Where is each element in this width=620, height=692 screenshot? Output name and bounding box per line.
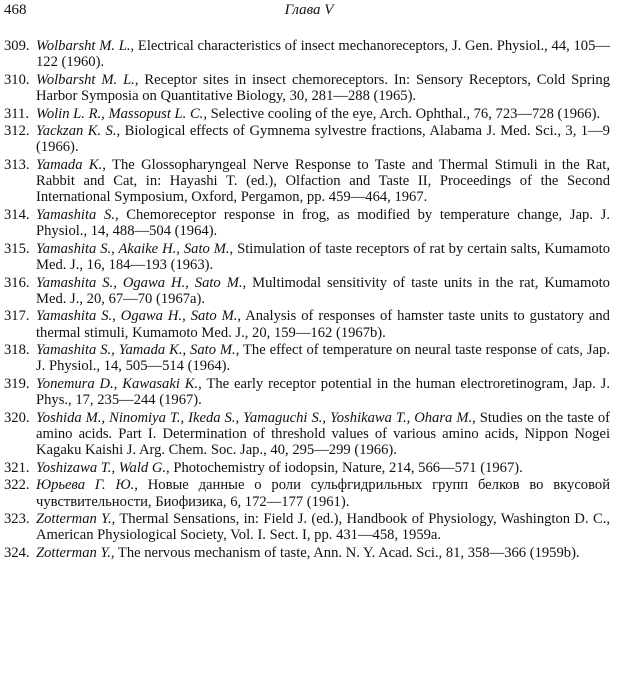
- reference-entry: [4, 308, 610, 340]
- page-number: 468: [4, 2, 27, 18]
- reference-text: , Analysis of responses of hamster taste units to gustatory and thermal stimuli, Kumamoto Med. J., 20, 159—162 (1967b).: [36, 308, 610, 341]
- reference-entry: [4, 157, 610, 206]
- reference-entry: [4, 342, 610, 374]
- reference-entry: [4, 477, 610, 509]
- reference-text: , Photochemistry of iodopsin, Nature, 214, 566—571 (1967).: [166, 459, 523, 476]
- reference-number: 313.: [4, 156, 30, 173]
- reference-number: 323.: [4, 511, 30, 528]
- reference-entry: [4, 241, 610, 273]
- reference-entry: [4, 545, 610, 561]
- reference-number: 317.: [4, 308, 30, 325]
- reference-number: 318.: [4, 342, 30, 359]
- reference-entry: [4, 72, 610, 104]
- reference-text: , Multimodal sensitivity of taste units in the rat, Kumamoto Med. J., 20, 67—70 (1967a).: [36, 274, 610, 307]
- reference-list: [4, 38, 610, 563]
- reference-text: , The early receptor potential in the human electroretinogram, Jap. J. Phys., 17, 235—244 (1967).: [36, 375, 610, 409]
- reference-text: , Receptor sites in insect chemoreceptors. In: Sensory Receptors, Cold Spring Harbor Symposia on Quantitative Biology, 30, 281—288 (1965).: [36, 71, 611, 104]
- reference-number: 314.: [4, 206, 30, 223]
- reference-entry: [4, 207, 610, 239]
- reference-authors: Yamashita S., Yamada K., Sato M.: [36, 342, 236, 359]
- reference-authors: Юрьева Г. Ю.: [36, 477, 135, 494]
- reference-authors: Yamashita S., Ogawa H., Sato M.: [36, 308, 238, 325]
- reference-number: 320.: [4, 409, 30, 426]
- reference-text: , The Glossopharyngeal Nerve Response to Taste and Thermal Stimuli in the Rat, Rabbit and Cat, in: Hayashi T. (ed.), Olfaction and Taste II, Proceedings of the Second International Symposium, Oxford, Pergamon, pp. 459—464, 1967.: [36, 156, 610, 206]
- reference-entry: [4, 123, 610, 155]
- reference-number: 309.: [4, 38, 30, 54]
- reference-authors: Zotterman Y.: [36, 544, 111, 561]
- reference-authors: Yackzan K. S.: [36, 123, 117, 140]
- reference-authors: Yoshizawa T., Wald G.: [36, 459, 167, 476]
- reference-entry: [4, 460, 610, 476]
- reference-authors: Yamashita S., Akaike H., Sato M.: [36, 240, 230, 257]
- reference-authors: Yamada K.: [36, 156, 103, 173]
- page-header: [4, 2, 614, 22]
- reference-entry: [4, 106, 610, 122]
- chapter-title: Глава V: [284, 2, 334, 18]
- reference-text: , The effect of temperature on neural taste response of cats, Jap. J. Physiol., 14, 505—514 (1964).: [36, 342, 610, 375]
- reference-authors: Yonemura D., Kawasaki K.: [36, 375, 199, 392]
- reference-entry: [4, 38, 610, 70]
- reference-entry: [4, 410, 610, 459]
- reference-text: , Новые данные о роли сульфгидрильных групп белков во вкусовой чувствительности, Биофизика, 6, 172—177 (1961).: [36, 477, 610, 510]
- reference-text: , Biological effects of Gymnema sylvestre fractions, Alabama J. Med. Sci., 3, 1—9 (1966).: [36, 123, 610, 156]
- reference-number: 315.: [4, 240, 30, 257]
- reference-text: , Electrical characteristics of insect mechanoreceptors, J. Gen. Physiol., 44, 105—122 (1960).: [36, 38, 610, 71]
- reference-entry: [4, 376, 610, 408]
- reference-authors: Yamashita S.: [36, 206, 115, 223]
- reference-authors: Zotterman Y.: [36, 511, 112, 528]
- reference-authors: Wolbarsht M. L.: [36, 38, 131, 54]
- reference-text: , Chemoreceptor response in frog, as modified by temperature change, Jap. J. Physiol., 14, 488—504 (1964).: [36, 206, 611, 240]
- reference-number: 312.: [4, 123, 30, 140]
- reference-number: 311.: [4, 105, 29, 122]
- reference-text: , Stimulation of taste receptors of rat by certain salts, Kumamoto Med. J., 16, 184—193 (1963).: [36, 240, 610, 273]
- reference-number: 322.: [4, 477, 30, 494]
- reference-entry: [4, 275, 610, 307]
- reference-text: , Thermal Sensations, in: Field J. (ed.), Handbook of Physiology, Washington D. C., American Physiological Society, Vol. I. Sect. I, pp. 431—458, 1959a.: [36, 511, 610, 544]
- reference-text: , Selective cooling of the eye, Arch. Ophthal., 76, 723—728 (1966).: [203, 105, 601, 122]
- reference-text: , The nervous mechanism of taste, Ann. N. Y. Acad. Sci., 81, 358—366 (1959b).: [110, 544, 580, 561]
- reference-number: 324.: [4, 544, 30, 561]
- reference-number: 321.: [4, 459, 30, 476]
- reference-authors: Wolin L. R., Massopust L. C.: [36, 105, 204, 122]
- reference-number: 310.: [4, 71, 30, 88]
- reference-authors: Yoshida M., Ninomiya T., Ikeda S., Yamaguchi S., Yoshikawa T., Ohara M.: [36, 409, 473, 426]
- reference-number: 316.: [4, 274, 30, 291]
- reference-number: 319.: [4, 375, 30, 392]
- reference-entry: [4, 511, 610, 543]
- reference-authors: Yamashita S., Ogawa H., Sato M.: [36, 274, 243, 291]
- reference-authors: Wolbarsht M. L.: [36, 71, 135, 88]
- reference-text: , Studies on the taste of amino acids. Part I. Determination of threshold values of various amino acids, Nippon Nogei Kagaku Kaishi J. Arg. Chem. Soc. Jap., 40, 295—299 (1966).: [36, 409, 610, 459]
